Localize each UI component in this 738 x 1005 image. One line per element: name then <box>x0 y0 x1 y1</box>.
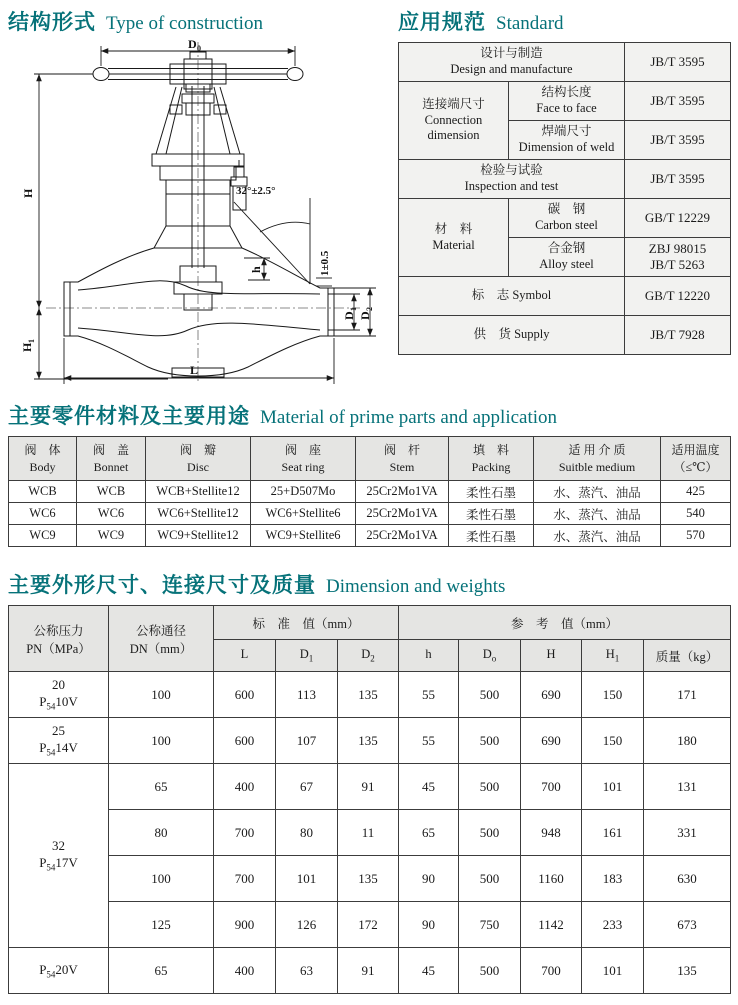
std-design-label <box>399 43 625 82</box>
table-cell: 45 <box>399 764 459 810</box>
label-zh: 结构长度 <box>541 85 592 100</box>
table-cell: 45 <box>399 948 459 994</box>
table-cell: 630 <box>644 856 731 902</box>
table-row <box>399 316 731 355</box>
dim-label-l: L <box>190 363 199 377</box>
col-header-D1: $D_1$ <box>276 640 338 672</box>
pn-cell: 32 $P_{54}17V$ <box>9 764 109 948</box>
table-cell: 25Cr2Mo1VA <box>356 503 449 525</box>
table-cell: 540 <box>661 503 731 525</box>
construction-title <box>8 6 398 36</box>
table-cell: 65 <box>109 948 214 994</box>
std-inspection-value: JB/T 3595 <box>625 160 731 199</box>
label-zh: 碳 钢 <box>547 202 586 217</box>
pn-cell: $P_{54}20V$ <box>9 948 109 994</box>
table-cell: 63 <box>276 948 338 994</box>
dim-label-H: H <box>21 188 35 198</box>
std-f2f-label <box>509 82 625 121</box>
label-zh: 材 料 <box>434 221 473 236</box>
table-cell: 柔性石墨 <box>449 503 534 525</box>
table-row <box>399 43 731 82</box>
table-cell: 91 <box>338 948 399 994</box>
dim-label-d0: D <box>188 37 197 51</box>
table-cell: 690 <box>521 718 582 764</box>
dim-label-h1 <box>20 339 36 352</box>
std-f2f-value: JB/T 3595 <box>625 82 731 121</box>
table-cell: 25Cr2Mo1VA <box>356 525 449 547</box>
table-cell: 100 <box>109 718 214 764</box>
angle-annotation <box>234 185 310 284</box>
value-line: ZBJ 98015 <box>648 240 707 256</box>
table-cell: WCB <box>77 481 146 503</box>
label-en: Design and manufacture <box>450 62 573 76</box>
dimensions-table <box>8 605 731 994</box>
dimensions-title <box>8 569 730 599</box>
svg-text:1: 1 <box>349 307 358 311</box>
col-header-body: 阀 体 Body <box>9 437 77 481</box>
table-cell: 25Cr2Mo1VA <box>356 481 449 503</box>
table-cell: 570 <box>661 525 731 547</box>
table-cell: 750 <box>459 902 521 948</box>
std-design-value: JB/T 3595 <box>625 43 731 82</box>
col-header-medium: 适 用 介 质 Suitble medium <box>534 437 661 481</box>
table-cell: 500 <box>459 856 521 902</box>
table-cell: 425 <box>661 481 731 503</box>
standard-title-zh: 应用规范 <box>398 10 486 34</box>
table-row <box>9 856 731 902</box>
table-cell: WC6+Stellite6 <box>251 503 356 525</box>
std-material-label <box>399 199 509 277</box>
table-cell: 80 <box>109 810 214 856</box>
table-row <box>9 525 731 547</box>
col-header-pn: 公称压力 PN（MPa） <box>9 606 109 672</box>
table-cell: 600 <box>214 672 276 718</box>
std-weld-value: JB/T 3595 <box>625 121 731 160</box>
material-title-zh: 主要零件材料及主要用途 <box>8 404 250 428</box>
table-cell: 183 <box>582 856 644 902</box>
table-row <box>9 764 731 810</box>
dimension-h-h1 <box>20 74 168 379</box>
dimension-d1-d2 <box>328 288 376 336</box>
standard-section <box>398 6 730 388</box>
label-en: Inspection and test <box>464 179 559 193</box>
table-cell: 331 <box>644 810 731 856</box>
col-header-D2: $D_2$ <box>338 640 399 672</box>
table-cell: 113 <box>276 672 338 718</box>
table-cell: 135 <box>338 718 399 764</box>
col-header-disc: 阀 瓣 Disc <box>146 437 251 481</box>
table-cell: WC9+Stellite12 <box>146 525 251 547</box>
table-cell: 135 <box>644 948 731 994</box>
label-zh: 设计与制造 <box>480 46 543 61</box>
tolerance-label: 1±0.5 <box>319 250 331 276</box>
table-cell: 131 <box>644 764 731 810</box>
label-en: Face to face <box>536 101 597 115</box>
table-cell: WC6 <box>9 503 77 525</box>
table-row <box>9 810 731 856</box>
table-row <box>399 82 731 121</box>
standard-table <box>398 42 731 355</box>
table-cell: 柔性石墨 <box>449 525 534 547</box>
table-row <box>9 902 731 948</box>
table-row <box>399 277 731 316</box>
dimensions-title-en: Dimension and weights <box>326 576 506 597</box>
std-inspection-label <box>399 160 625 199</box>
standard-title-en: Standard <box>496 13 564 34</box>
table-cell: 233 <box>582 902 644 948</box>
table-cell: 135 <box>338 672 399 718</box>
table-row <box>9 672 731 718</box>
std-symbol-label: 标 志 Symbol <box>399 277 625 316</box>
col-header-Do: $D_o$ <box>459 640 521 672</box>
label-en: Dimension of weld <box>518 140 615 154</box>
table-cell: 55 <box>399 718 459 764</box>
table-cell: 55 <box>399 672 459 718</box>
table-cell: 11 <box>338 810 399 856</box>
table-cell: 700 <box>214 856 276 902</box>
table-header-row <box>9 606 731 640</box>
table-cell: 673 <box>644 902 731 948</box>
dim-label-d2 <box>358 307 374 320</box>
std-weld-label <box>509 121 625 160</box>
col-header-h: h <box>399 640 459 672</box>
table-cell: 25+D507Mo <box>251 481 356 503</box>
label-en: dimension <box>427 128 480 143</box>
group-header-standard-values: 标 准 值（mm） <box>214 606 399 640</box>
table-cell: 水、蒸汽、油品 <box>534 481 661 503</box>
valve-body <box>64 248 334 377</box>
table-cell: 500 <box>459 948 521 994</box>
col-header-temperature: 适用温度 （≤℃） <box>661 437 731 481</box>
table-cell: 150 <box>582 718 644 764</box>
table-cell: 1142 <box>521 902 582 948</box>
table-cell: 171 <box>644 672 731 718</box>
table-cell: 172 <box>338 902 399 948</box>
table-cell: 700 <box>214 810 276 856</box>
table-cell: WC9 <box>9 525 77 547</box>
std-supply-value: JB/T 7928 <box>625 316 731 355</box>
dimension-h-small <box>244 258 270 280</box>
table-cell: 500 <box>459 672 521 718</box>
table-cell: 65 <box>399 810 459 856</box>
material-table <box>8 436 731 547</box>
pn-cell: 25 $P_{54}14V$ <box>9 718 109 764</box>
label-zh: 合金钢 <box>547 241 586 256</box>
table-cell: 135 <box>338 856 399 902</box>
table-cell: 500 <box>459 810 521 856</box>
std-carbon-label <box>509 199 625 238</box>
table-cell: 400 <box>214 764 276 810</box>
svg-text:0: 0 <box>197 44 201 53</box>
table-cell: 90 <box>399 902 459 948</box>
dim-label-h-small: h <box>249 266 263 273</box>
label-zh: 焊端尺寸 <box>541 124 592 139</box>
col-header-stem: 阀 杆 Stem <box>356 437 449 481</box>
col-header-packing: 填 料 Packing <box>449 437 534 481</box>
table-cell: 700 <box>521 948 582 994</box>
col-header-H1: $H_1$ <box>582 640 644 672</box>
table-cell: 91 <box>338 764 399 810</box>
value-line: JB/T 5263 <box>650 257 705 272</box>
table-cell: 125 <box>109 902 214 948</box>
table-cell: 900 <box>214 902 276 948</box>
table-row <box>399 199 731 238</box>
construction-section <box>8 6 398 388</box>
standard-title <box>398 6 730 36</box>
table-cell: 700 <box>521 764 582 810</box>
label-zh: 检验与试验 <box>480 163 543 178</box>
table-cell: 水、蒸汽、油品 <box>534 525 661 547</box>
std-symbol-value: GB/T 12220 <box>625 277 731 316</box>
tolerance-annotation <box>316 250 332 286</box>
table-cell: WC9+Stellite6 <box>251 525 356 547</box>
top-section <box>8 6 730 388</box>
table-cell: WCB <box>9 481 77 503</box>
table-cell: WC6+Stellite12 <box>146 503 251 525</box>
table-cell: WC6 <box>77 503 146 525</box>
table-cell: 500 <box>459 764 521 810</box>
table-cell: 水、蒸汽、油品 <box>534 503 661 525</box>
std-carbon-value: GB/T 12229 <box>625 199 731 238</box>
table-row <box>9 948 731 994</box>
table-cell: 100 <box>109 672 214 718</box>
dimensions-title-zh: 主要外形尺寸、连接尺寸及质量 <box>8 573 316 597</box>
table-row <box>9 481 731 503</box>
svg-text:H: H <box>20 342 34 352</box>
construction-title-en: Type of construction <box>106 13 263 34</box>
table-cell: 107 <box>276 718 338 764</box>
table-cell: 600 <box>214 718 276 764</box>
angle-label: 32°±2.5° <box>236 185 276 197</box>
table-cell: 126 <box>276 902 338 948</box>
table-cell: 80 <box>276 810 338 856</box>
stem-and-bonnet <box>152 84 247 268</box>
table-cell: 948 <box>521 810 582 856</box>
valve-drawing <box>8 36 398 393</box>
label-en: Material <box>432 237 475 252</box>
label-en: Connection <box>424 112 483 127</box>
std-supply-label: 供 货 Supply <box>399 316 625 355</box>
std-alloy-value <box>625 238 731 277</box>
col-header-L: L <box>214 640 276 672</box>
table-cell: 101 <box>276 856 338 902</box>
label-zh: 连接端尺寸 <box>422 97 485 112</box>
table-cell: 101 <box>582 948 644 994</box>
table-cell: 1160 <box>521 856 582 902</box>
table-cell: 90 <box>399 856 459 902</box>
col-header-bonnet: 阀 盖 Bonnet <box>77 437 146 481</box>
table-cell: WC9 <box>77 525 146 547</box>
table-header-row <box>9 437 731 481</box>
table-cell: 180 <box>644 718 731 764</box>
table-row <box>399 160 731 199</box>
pn-cell: 20 $P_{54}10V$ <box>9 672 109 718</box>
group-header-reference-values: 参 考 值（mm） <box>399 606 731 640</box>
table-row <box>9 503 731 525</box>
table-cell: 柔性石墨 <box>449 481 534 503</box>
svg-text:1: 1 <box>27 339 36 343</box>
col-header-H: H <box>521 640 582 672</box>
svg-text:D: D <box>358 311 372 320</box>
table-cell: WCB+Stellite12 <box>146 481 251 503</box>
table-row <box>9 718 731 764</box>
label-en: Carbon steel <box>535 218 598 232</box>
col-header-seat-ring: 阀 座 Seat ring <box>251 437 356 481</box>
dim-label-d1 <box>342 307 358 320</box>
table-cell: 65 <box>109 764 214 810</box>
table-cell: 400 <box>214 948 276 994</box>
table-cell: 101 <box>582 764 644 810</box>
std-alloy-label <box>509 238 625 277</box>
material-title <box>8 400 730 430</box>
construction-title-zh: 结构形式 <box>8 10 96 34</box>
std-connection-label <box>399 82 509 160</box>
material-title-en: Material of prime parts and application <box>260 407 558 428</box>
svg-text:2: 2 <box>365 307 374 311</box>
table-cell: 150 <box>582 672 644 718</box>
svg-text:D: D <box>342 311 356 320</box>
table-cell: 500 <box>459 718 521 764</box>
table-cell: 161 <box>582 810 644 856</box>
table-cell: 100 <box>109 856 214 902</box>
valve-drawing-svg <box>8 36 384 388</box>
col-header-dn: 公称通径 DN（mm） <box>109 606 214 672</box>
label-en: Alloy steel <box>539 257 594 271</box>
col-header-weight: 质量（kg） <box>644 640 731 672</box>
table-cell: 690 <box>521 672 582 718</box>
table-cell: 67 <box>276 764 338 810</box>
